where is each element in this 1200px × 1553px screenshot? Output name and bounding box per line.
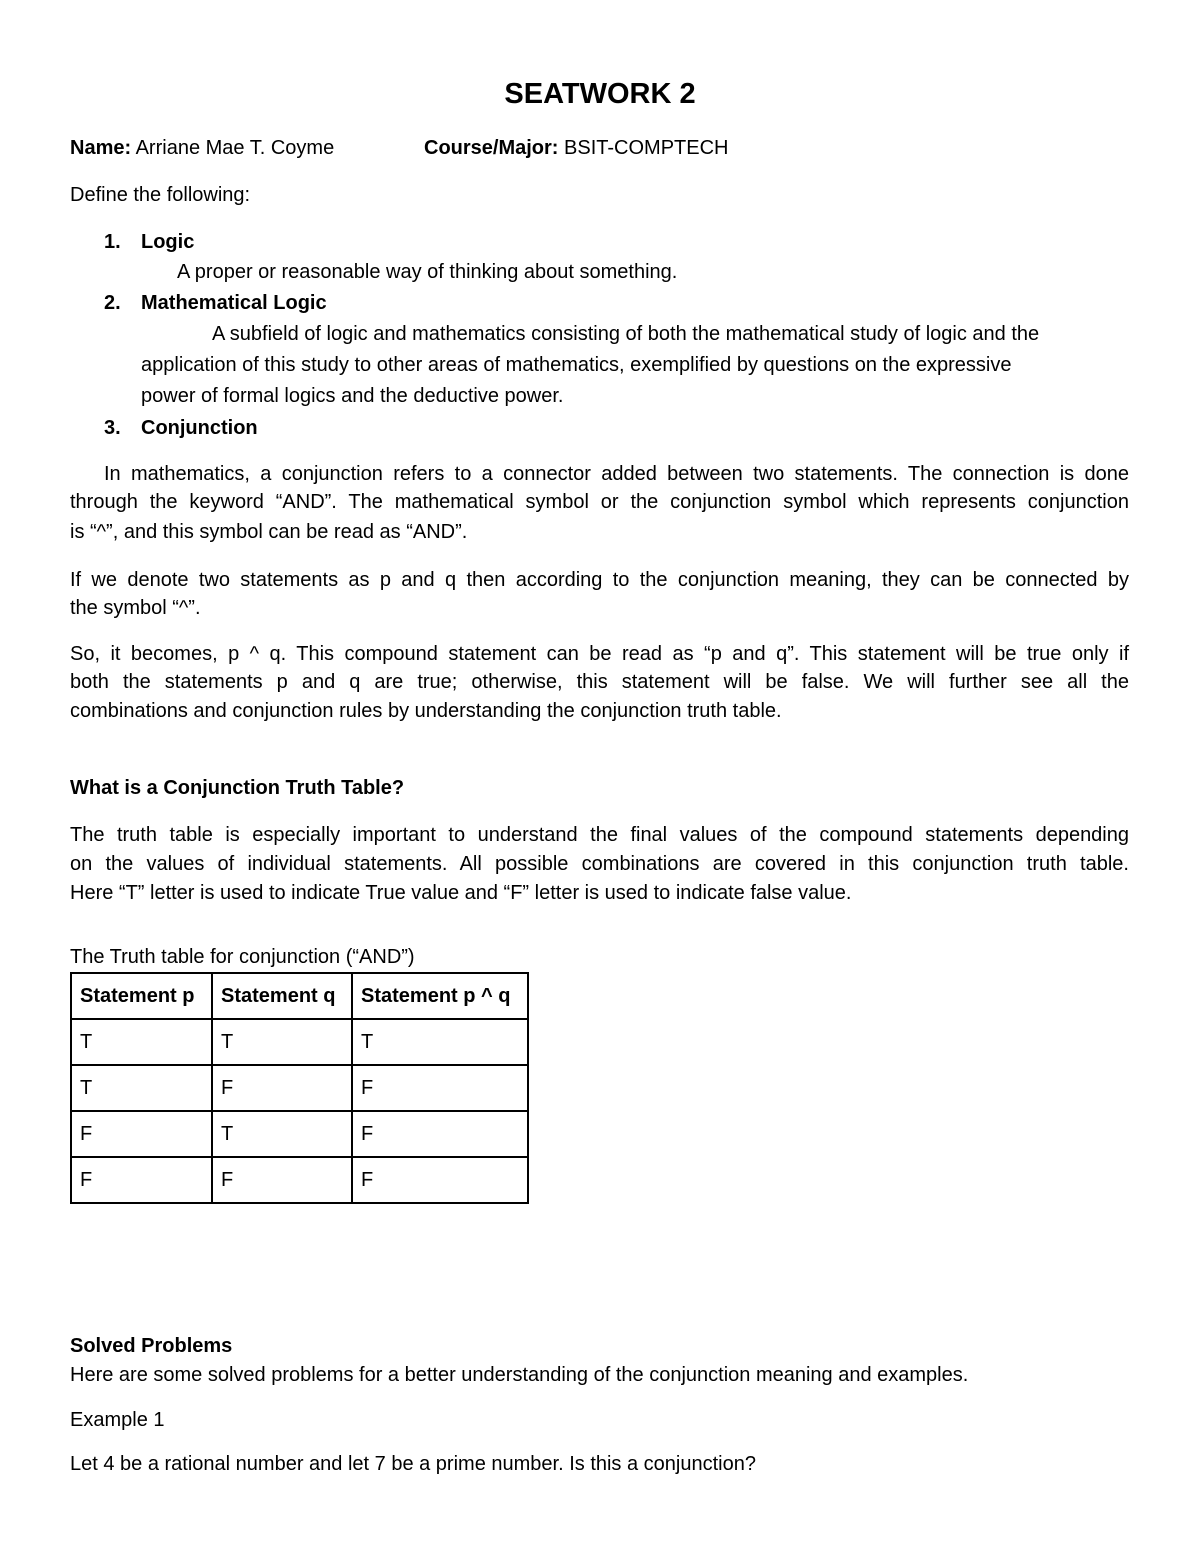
table-cell: T [212,1019,352,1065]
table-cell: F [71,1111,212,1157]
page-title: SEATWORK 2 [504,78,696,110]
paragraph-line: combinations and conjunction rules by understanding the conjunction truth table. [70,700,782,722]
table-row [71,1019,528,1065]
paragraph-line: If we denote two statements as p and q then according to the conjunction meaning, they can be connected by [70,569,1129,591]
definition-text-line: A subfield of logic and mathematics consisting of both the mathematical study of logic and the [212,323,1040,345]
section-heading-truth-table: What is a Conjunction Truth Table? [70,777,405,799]
column-header: Statement p [71,973,212,1019]
example-label: Example 1 [70,1409,165,1431]
name-value: Arriane Mae T. Coyme [135,137,335,159]
paragraph-line: Here “T” letter is used to indicate True value and “F” letter is used to indicate false value. [70,882,852,904]
column-header: Statement q [212,973,352,1019]
definition-term-conjunction: Conjunction [141,417,258,439]
paragraph-line: both the statements p and q are true; otherwise, this statement will be false. We will further see all the [70,671,1129,693]
table-cell: T [212,1111,352,1157]
name-label: Name: [70,137,132,159]
table-row [71,1111,528,1157]
table-cell: F [212,1065,352,1111]
definition-number: 3. [104,417,121,439]
table-cell: F [212,1157,352,1203]
definition-number: 2. [104,292,121,314]
table-header-row [71,973,528,1019]
definition-text-logic: A proper or reasonable way of thinking about something. [177,261,678,283]
table-cell: T [71,1065,212,1111]
course-line [424,136,728,160]
definition-term-mathematical-logic: Mathematical Logic [141,292,327,314]
column-header: Statement p ^ q [352,973,528,1019]
truth-table [70,972,529,1204]
paragraph-line: through the keyword “AND”. The mathematical symbol or the conjunction symbol which represents conjunction [70,491,1129,513]
table-cell: F [352,1111,528,1157]
section-heading-solved-problems: Solved Problems [70,1335,233,1357]
definition-text-line: application of this study to other areas of mathematics, exemplified by questions on the expressive [141,354,1012,376]
paragraph-line: In mathematics, a conjunction refers to a connector added between two statements. The connection is done [104,463,1129,485]
course-label: Course/Major: [424,137,559,159]
definition-number: 1. [104,231,121,253]
course-value: BSIT-COMPTECH [564,137,729,159]
definition-text-line: power of formal logics and the deductive power. [141,385,564,407]
table-cell: T [352,1019,528,1065]
table-row [71,1065,528,1111]
table-cell: F [352,1157,528,1203]
table-cell: F [352,1065,528,1111]
paragraph-line: on the values of individual statements. All possible combinations are covered in this conjunction truth table. [70,853,1129,875]
table-cell: T [71,1019,212,1065]
table-caption: The Truth table for conjunction (“AND”) [70,946,415,968]
paragraph-line: is “^”, and this symbol can be read as “AND”. [70,521,468,543]
paragraph-line: The truth table is especially important to understand the final values of the compound statements depending [70,824,1129,846]
paragraph-line: So, it becomes, p ^ q. This compound statement can be read as “p and q”. This statement will be true only if [70,643,1129,665]
paragraph-line: the symbol “^”. [70,597,201,619]
table-row [71,1157,528,1203]
solved-intro: Here are some solved problems for a better understanding of the conjunction meaning and examples. [70,1364,969,1386]
definition-term-logic: Logic [141,231,195,253]
example-text: Let 4 be a rational number and let 7 be a prime number. Is this a conjunction? [70,1453,756,1475]
table-cell: F [71,1157,212,1203]
name-line [70,136,334,160]
intro-text: Define the following: [70,184,251,206]
